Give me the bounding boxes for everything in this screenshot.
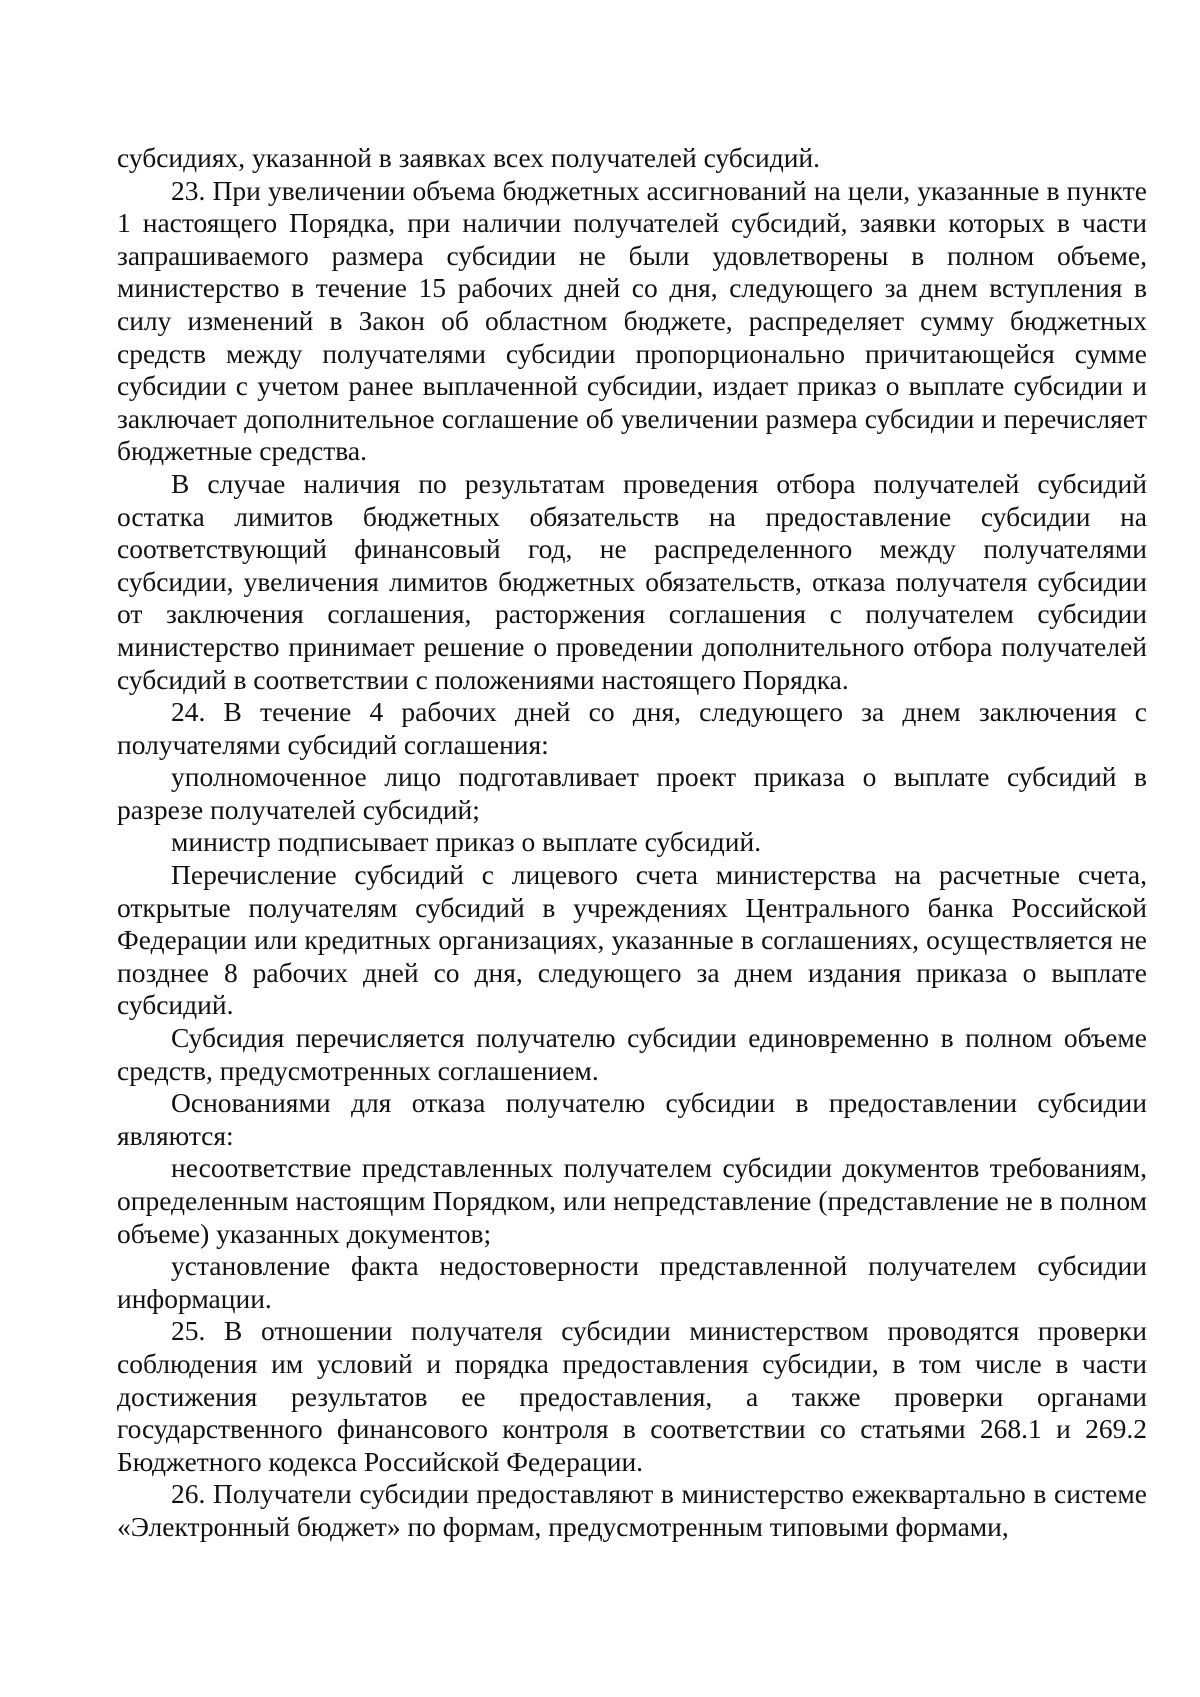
paragraph-minister-signs: министр подписывает приказ о выплате субсидий. [171, 826, 762, 858]
paragraph-item-25: 25. В отношении получателя субсидии министерством проводятся проверки соблюдения им условий и порядка предоставления субсидии, в том числе в части достижения результатов ее предоставления, а также проверки органами государственного финансового контроля в соответствии со статьями 268.1 и 269.2 Бюджетного кодекса Российской Федерации. [117, 1315, 1147, 1477]
paragraph-item-26: 26. Получатели субсидии предоставляют в министерство ежеквартально в системе «Электронный бюджет» по формам, предусмотренным типовыми формами, [117, 1478, 1147, 1542]
document-page [117, 142, 1147, 1544]
paragraph-item-24: 24. В течение 4 рабочих дней со дня, следующего за днем заключения с получателями субсидий соглашения: [117, 696, 1147, 760]
paragraph-lump-sum: Субсидия перечисляется получателю субсидии единовременно в полном объеме средств, предусмотренных соглашением. [117, 1022, 1147, 1086]
paragraph-nonconformity: несоответствие представленных получателем субсидии документов требованиям, определенным настоящим Порядком, или непредставление (представление не в полном объеме) указанных документов; [117, 1152, 1147, 1249]
paragraph-transfer: Перечисление субсидий с лицевого счета министерства на расчетные счета, открытые получателям субсидий в учреждениях Центрального банка Российской Федерации или кредитных организациях, указанные в соглашениях, осуществляется не позднее 8 рабочих дней со дня, следующего за днем издания приказа о выплате субсидий. [117, 859, 1147, 1021]
paragraph-continuation: субсидиях, указанной в заявках всех получателей субсидий. [117, 142, 821, 173]
paragraph-unreliability: установление факта недостоверности представленной получателем субсидии информации. [117, 1250, 1147, 1314]
paragraph-authorized-person: уполномоченное лицо подготавливает проект приказа о выплате субсидий в разрезе получателей субсидий; [117, 761, 1147, 825]
paragraph-refusal-grounds: Основаниями для отказа получателю субсидии в предоставлении субсидии являются: [117, 1087, 1147, 1151]
paragraph-item-23: 23. При увеличении объема бюджетных ассигнований на цели, указанные в пункте 1 настоящего Порядка, при наличии получателей субсидий, заявки которых в части запрашиваемого размера субсидии не были удовлетворены в полном объеме, министерство в течение 15 рабочих дней со дня, следующего за днем вступления в силу изменений в Закон об областном бюджете, распределяет сумму бюджетных средств между получателями субсидии пропорционально причитающейся сумме субсидии с учетом ранее выплаченной субсидии, издает приказ о выплате субсидии и заключает дополнительное соглашение об увеличении размера субсидии и перечисляет бюджетные средства. [117, 174, 1147, 467]
paragraph-additional-selection: В случае наличия по результатам проведения отбора получателей субсидий остатка лимитов бюджетных обязательств на предоставление субсидии на соответствующий финансовый год, не распределенного между получателями субсидии, увеличения лимитов бюджетных обязательств, отказа получателя субсидии от заключения соглашения, расторжения соглашения с получателем субсидии министерство принимает решение о проведении дополнительного отбора получателей субсидий в соответствии с положениями настоящего Порядка. [117, 467, 1147, 695]
